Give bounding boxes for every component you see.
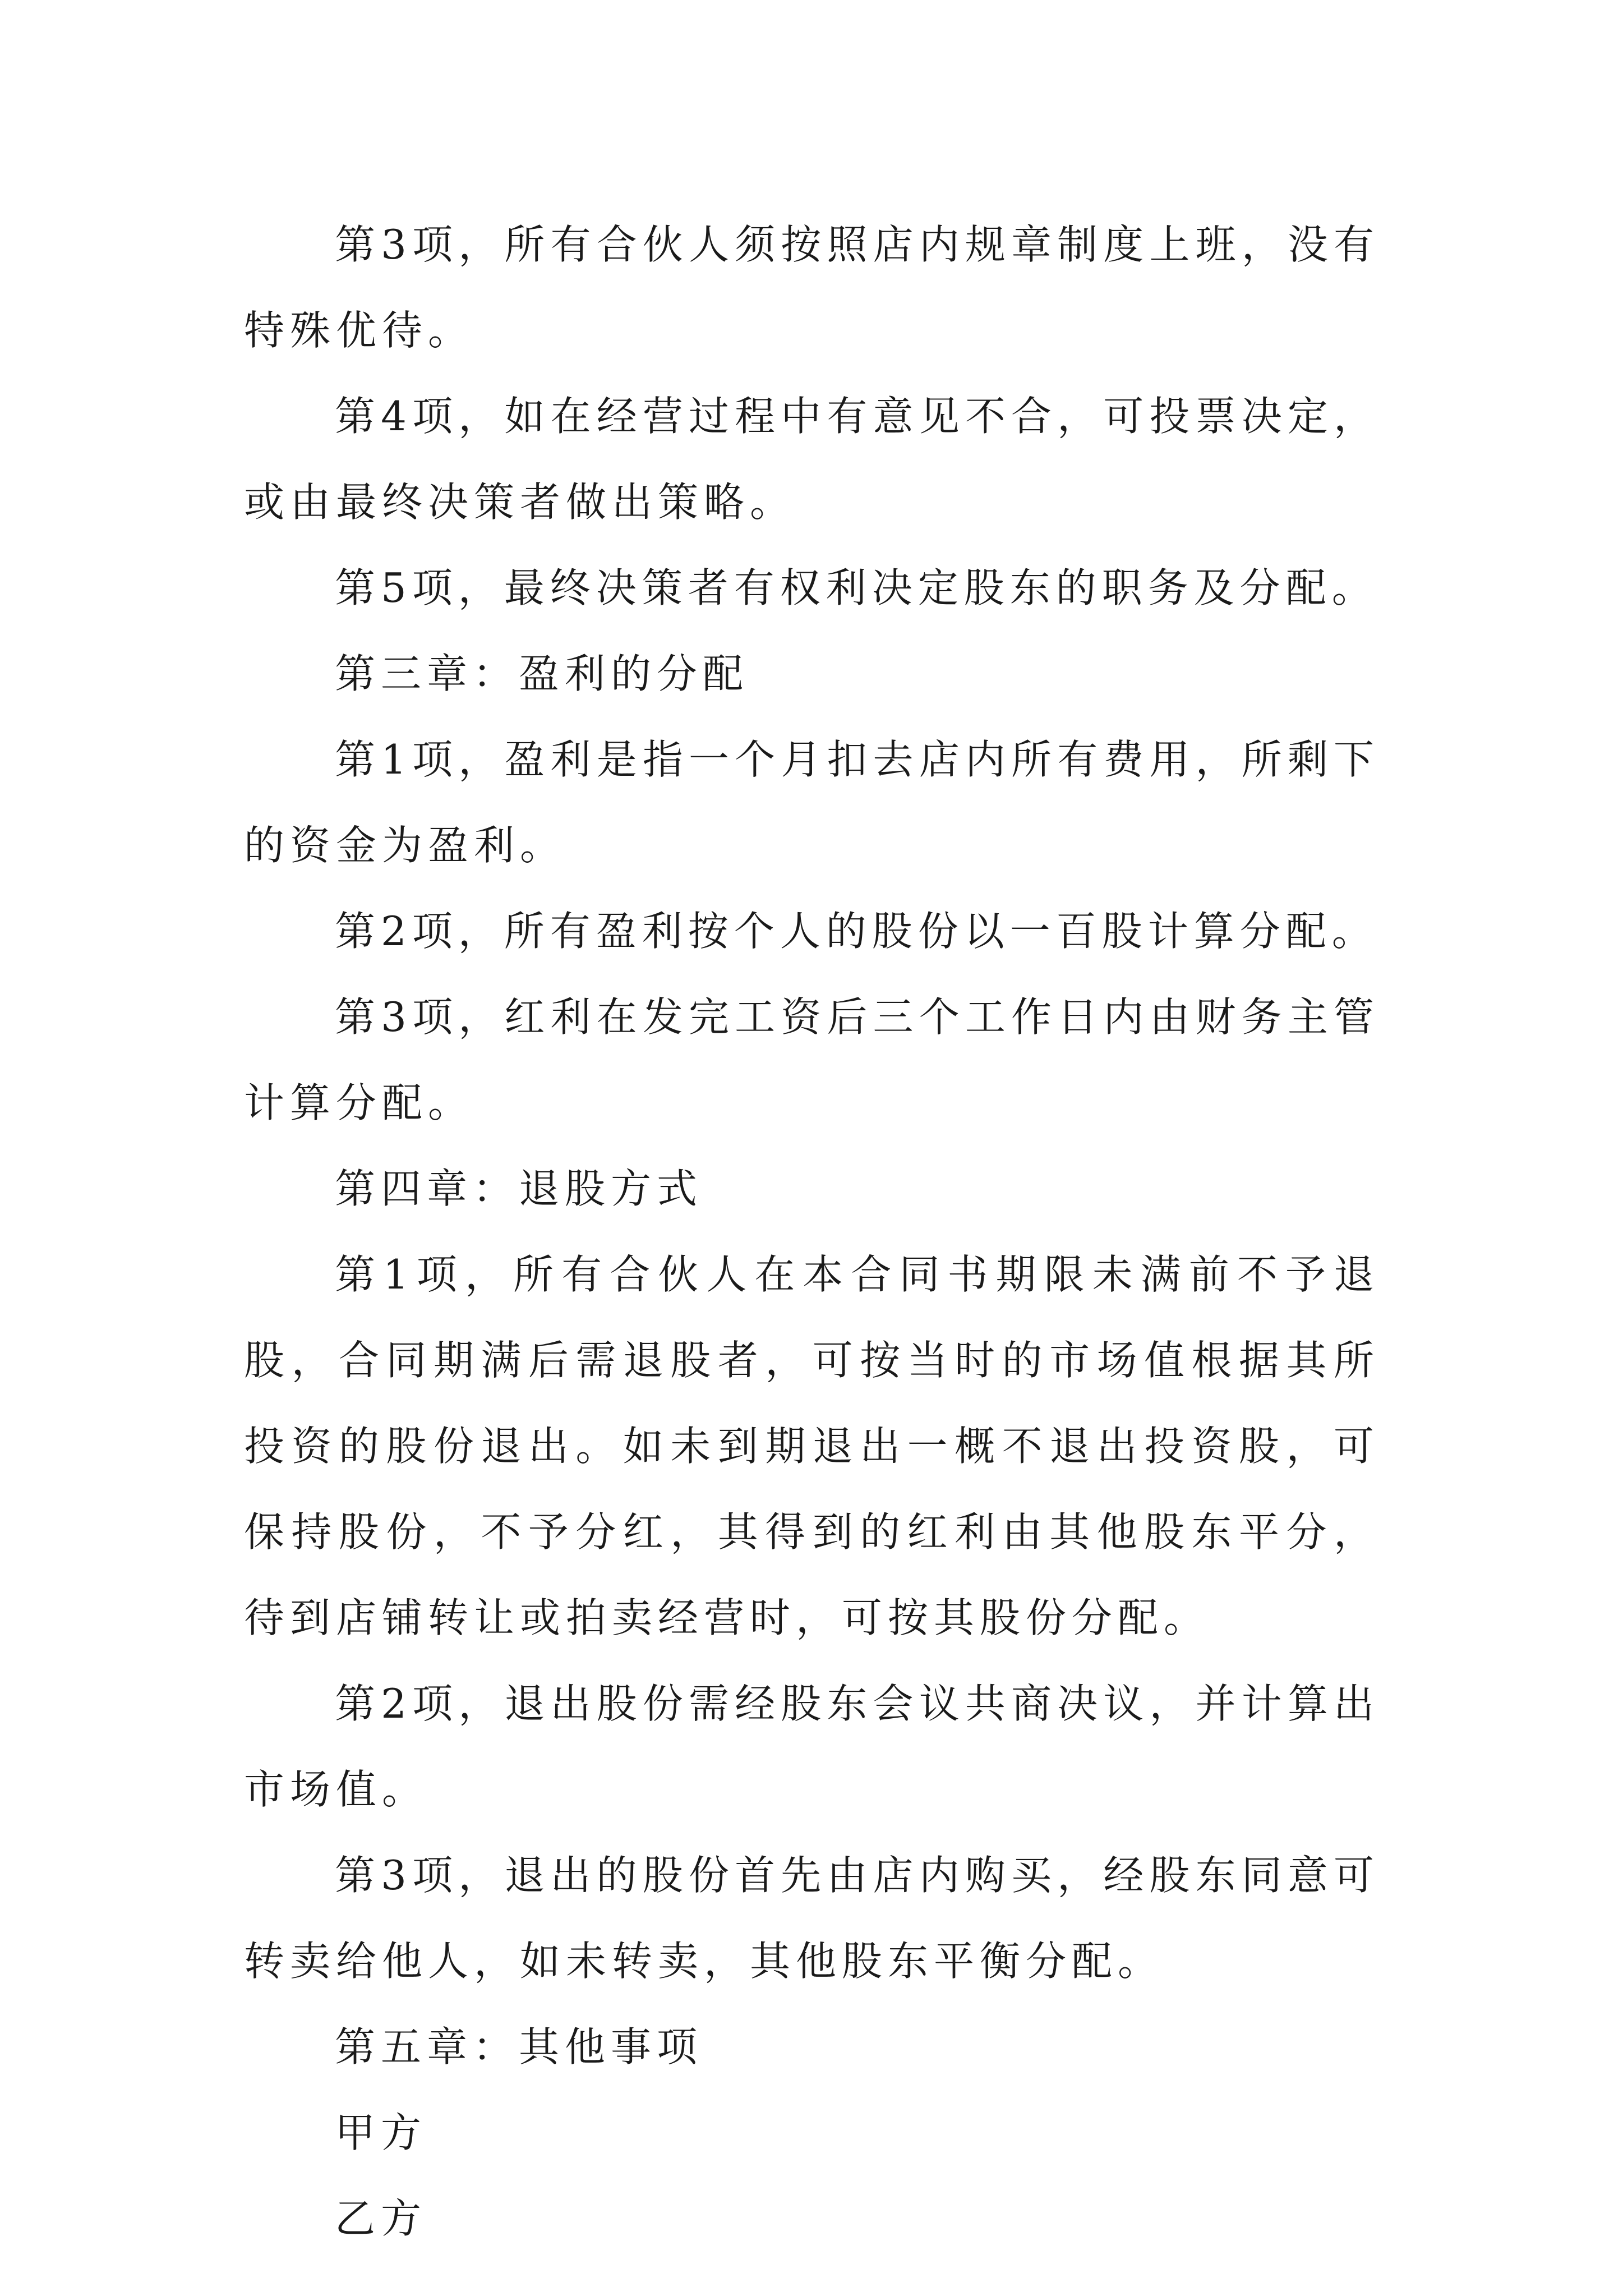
chapter-heading-5: 第五章：其他事项 (335, 2023, 703, 2070)
paragraph-item-4-disagreement: 第4项，如在经营过程中有意见不合，可投票决定，或由最终决策者做出策略。 (244, 393, 1380, 526)
paragraph-withdrawal-purchase: 第3项，退出的股份首先由店内购买，经股东同意可转卖给他人，如未转卖，其他股东平衡分配。 (244, 1852, 1380, 1985)
paragraph-profit-shares: 第2项，所有盈利按个人的股份以一百股计算分配。 (335, 908, 1378, 955)
paragraph-withdrawal-approval: 第2项，退出股份需经股东会议共商决议，并计算出市场值。 (244, 1680, 1380, 1813)
party-a-label: 甲方 (335, 2109, 427, 2156)
document-body (244, 202, 1380, 2262)
chapter-heading-3: 第三章：盈利的分配 (335, 650, 749, 697)
paragraph-item-5-decision-maker: 第5项，最终决策者有权利决定股东的职务及分配。 (335, 564, 1378, 611)
paragraph-profit-definition: 第1项，盈利是指一个月扣去店内所有费用，所剩下的资金为盈利。 (244, 736, 1380, 869)
paragraph-item-3-attendance: 第3项，所有合伙人须按照店内规章制度上班，没有特殊优待。 (244, 221, 1380, 354)
party-b-label: 乙方 (335, 2195, 427, 2242)
paragraph-withdrawal-terms: 第1项，所有合伙人在本合同书期限未满前不予退股，合同期满后需退股者，可按当时的市场值根据其所投资的股份退出。如未到期退出一概不退出投资股，可保持股份，不予分红，其得到的红利由其他股东平分，待到店铺转让或拍卖经营时，可按其股份分配。 (244, 1251, 1380, 1641)
paragraph-dividend-timing: 第3项，红利在发完工资后三个工作日内由财务主管计算分配。 (244, 993, 1380, 1126)
chapter-heading-4: 第四章：退股方式 (335, 1165, 703, 1212)
